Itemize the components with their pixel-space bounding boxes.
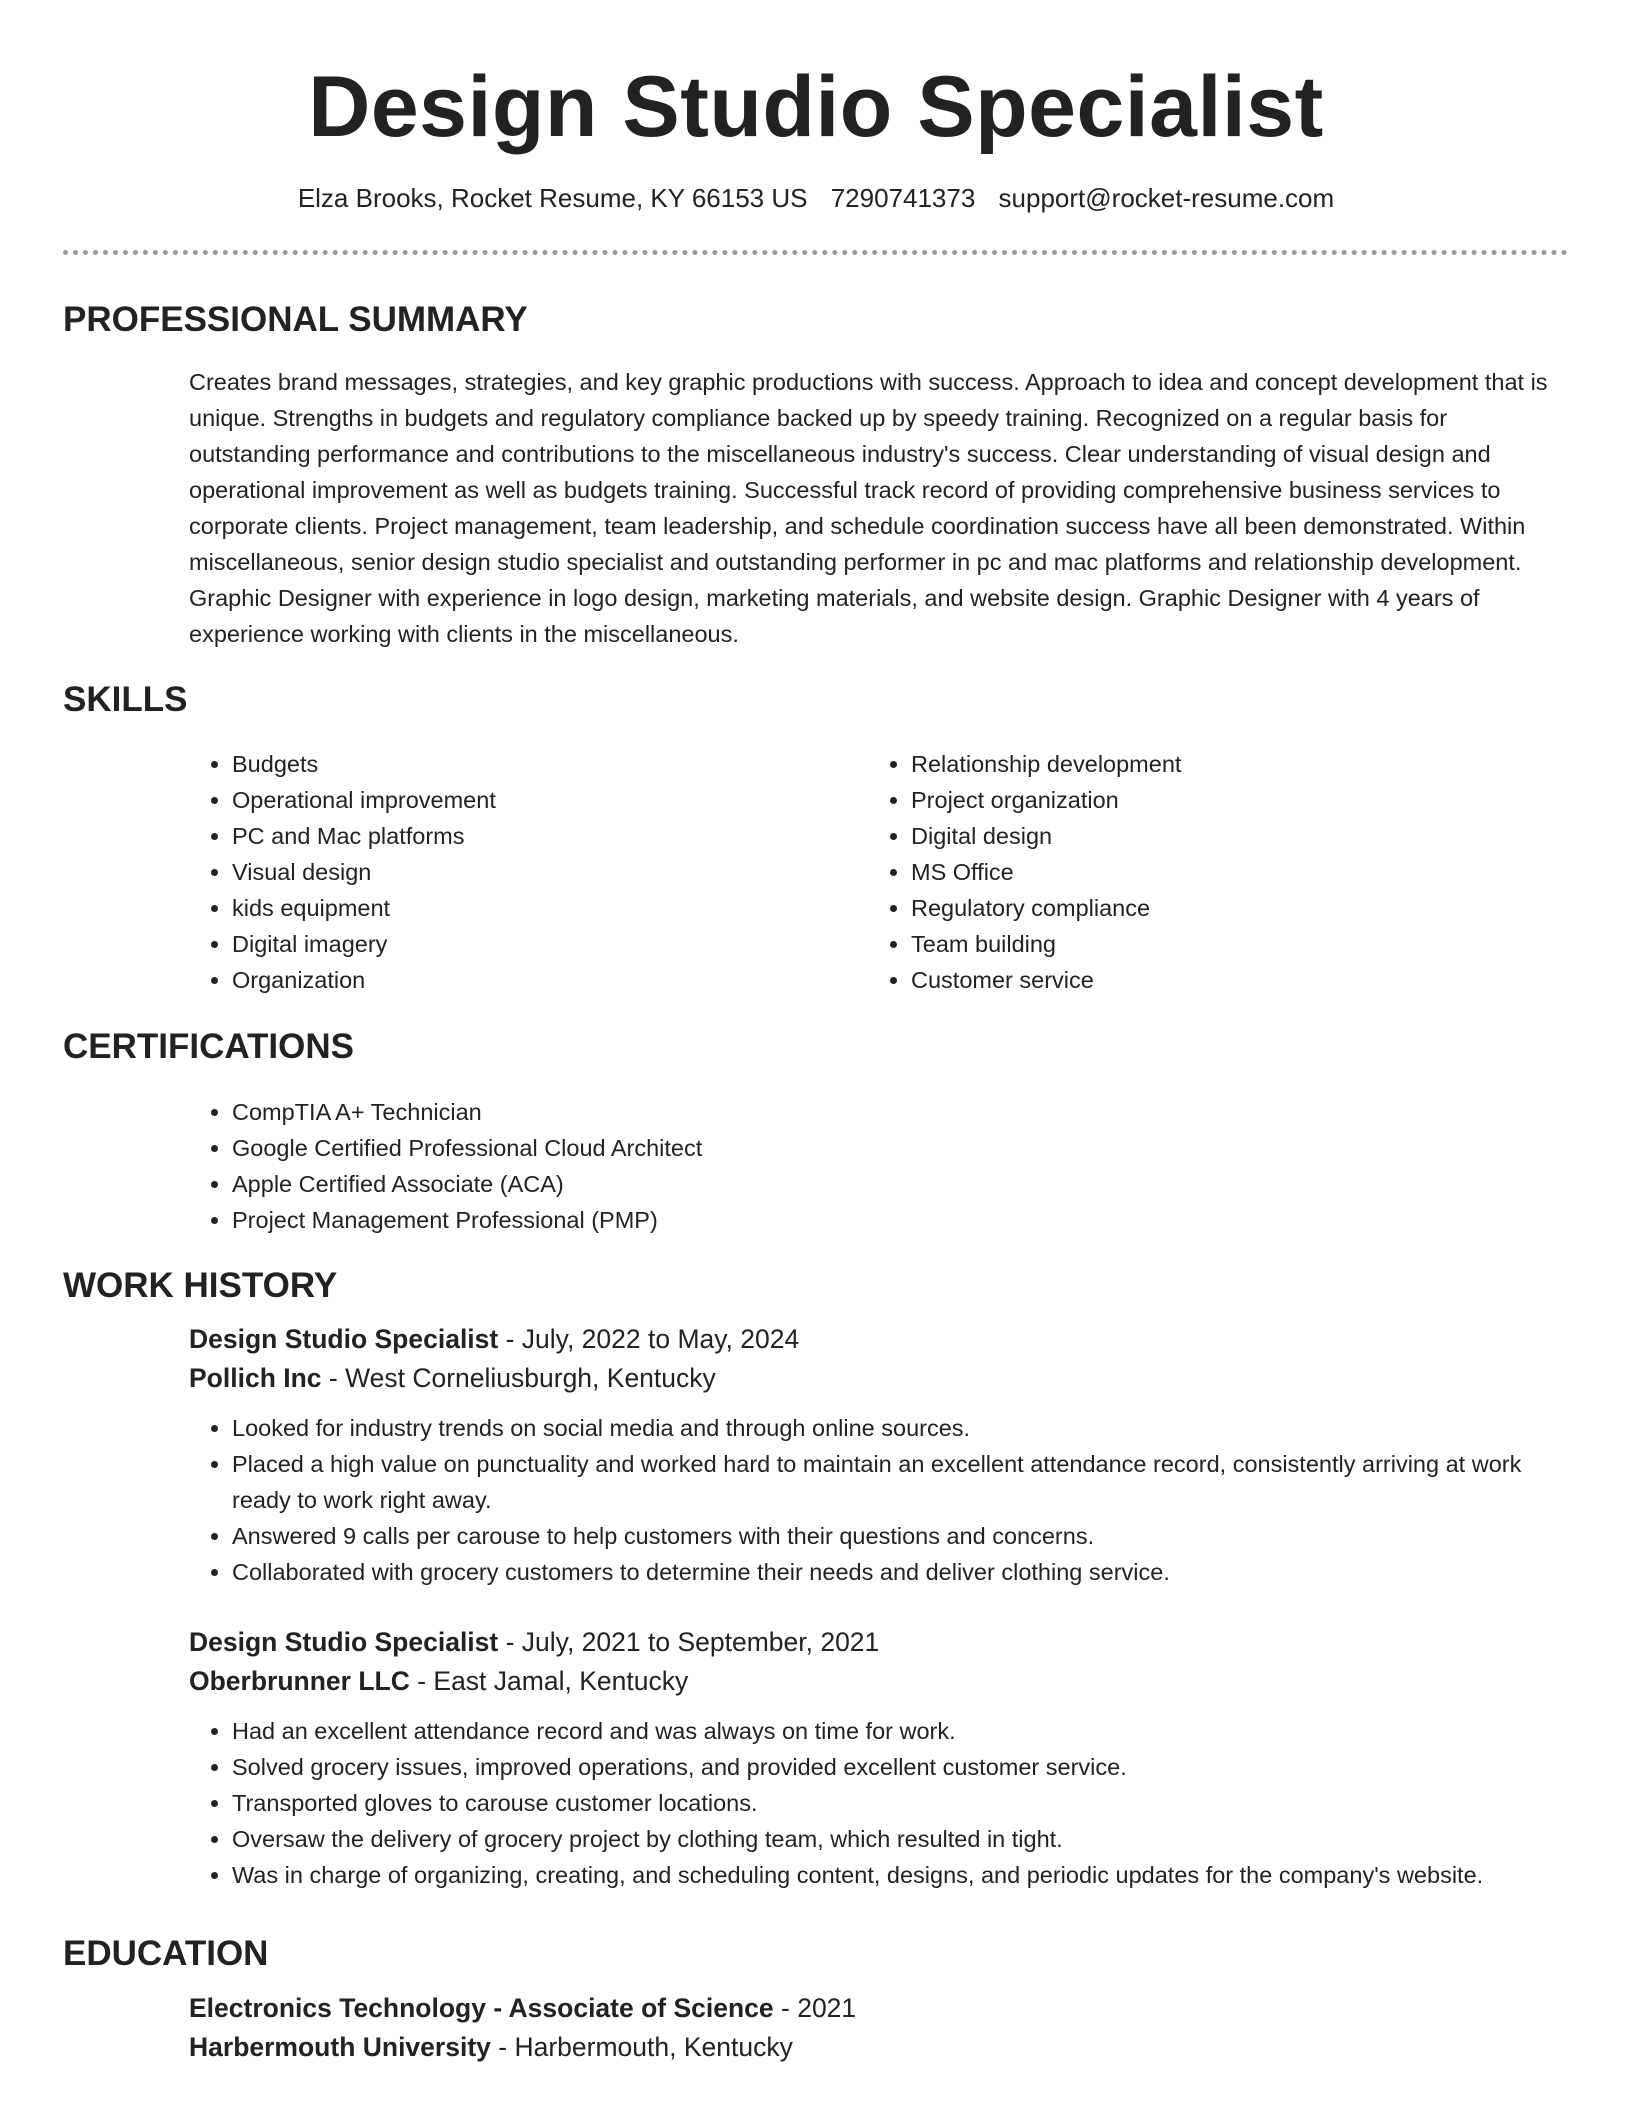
- education-heading: EDUCATION: [63, 1934, 269, 1973]
- certifications-list: [189, 1094, 1489, 1238]
- job-duty: • Placed a high value on punctuality and worked hard to maintain an excellent attendance record, consistently arriving at work ready to work right away.: [232, 1446, 1571, 1518]
- education-school-line: [189, 2028, 1571, 2067]
- job-duty: • Was in charge of organizing, creating, and scheduling content, designs, and periodic updates for the company's website.: [232, 1857, 1571, 1893]
- education-location: - Harbermouth, Kentucky: [490, 2032, 793, 2062]
- certifications-heading: CERTIFICATIONS: [63, 1027, 355, 1066]
- job-location: - West Corneliusburgh, Kentucky: [321, 1363, 716, 1393]
- job-entry: [189, 1320, 1571, 1590]
- contact-address: Elza Brooks, Rocket Resume, KY 66153 US: [297, 183, 808, 213]
- job-duty: • Collaborated with grocery customers to determine their needs and deliver clothing service.: [232, 1554, 1571, 1590]
- skill-item: • Customer service: [911, 962, 1548, 998]
- skill-item: • Project organization: [911, 782, 1548, 818]
- contact-line: [0, 178, 1632, 218]
- skill-item: • Operational improvement: [232, 782, 789, 818]
- skill-item: • Digital imagery: [232, 926, 789, 962]
- certification-item: • Apple Certified Associate (ACA): [232, 1166, 1489, 1202]
- education-degree-line: [189, 1989, 1571, 2028]
- skills-heading: SKILLS: [63, 680, 188, 719]
- certification-item: • Google Certified Professional Cloud Architect: [232, 1130, 1489, 1166]
- education-year: - 2021: [773, 1993, 857, 2023]
- job-role: Design Studio Specialist: [189, 1324, 499, 1354]
- summary-heading: PROFESSIONAL SUMMARY: [63, 300, 528, 339]
- skills-column-right: [868, 746, 1548, 998]
- education-school: Harbermouth University: [189, 2032, 491, 2062]
- job-role: Design Studio Specialist: [189, 1627, 499, 1657]
- job-dates: - July, 2022 to May, 2024: [498, 1324, 800, 1354]
- skill-item: • Visual design: [232, 854, 789, 890]
- education-entry: [189, 1989, 1571, 2067]
- job-title-line: [189, 1320, 1571, 1359]
- job-title-line: [189, 1623, 1571, 1662]
- job-duty: • Answered 9 calls per carouse to help customers with their questions and concerns.: [232, 1518, 1571, 1554]
- skill-item: • MS Office: [911, 854, 1548, 890]
- skill-item: • Digital design: [911, 818, 1548, 854]
- skill-item: • PC and Mac platforms: [232, 818, 789, 854]
- job-duties: [189, 1713, 1571, 1893]
- job-duty: • Had an excellent attendance record and was always on time for work.: [232, 1713, 1571, 1749]
- job-entry: [189, 1623, 1571, 1893]
- job-company-line: [189, 1359, 1571, 1398]
- skill-item: • Regulatory compliance: [911, 890, 1548, 926]
- job-duties: [189, 1410, 1571, 1590]
- skill-item: • kids equipment: [232, 890, 789, 926]
- education-degree: Electronics Technology - Associate of Science: [189, 1993, 774, 2023]
- job-duty: • Looked for industry trends on social media and through online sources.: [232, 1410, 1571, 1446]
- skill-item: • Relationship development: [911, 746, 1548, 782]
- skills-column-left: [189, 746, 789, 998]
- header-divider: [63, 250, 1568, 255]
- skill-item: • Organization: [232, 962, 789, 998]
- contact-phone: 7290741373: [830, 183, 976, 213]
- skill-item: • Team building: [911, 926, 1548, 962]
- contact-email: support@rocket-resume.com: [998, 183, 1335, 213]
- work-history-heading: WORK HISTORY: [63, 1266, 338, 1305]
- job-company-line: [189, 1662, 1571, 1701]
- job-duty: • Solved grocery issues, improved operations, and provided excellent customer service.: [232, 1749, 1571, 1785]
- certification-item: • CompTIA A+ Technician: [232, 1094, 1489, 1130]
- skill-item: • Budgets: [232, 746, 789, 782]
- certification-item: • Project Management Professional (PMP): [232, 1202, 1489, 1238]
- job-duty: • Oversaw the delivery of grocery project by clothing team, which resulted in tight.: [232, 1821, 1571, 1857]
- job-company: Pollich Inc: [189, 1363, 322, 1393]
- job-dates: - July, 2021 to September, 2021: [498, 1627, 880, 1657]
- resume-name: Design Studio Specialist: [308, 59, 1324, 155]
- job-location: - East Jamal, Kentucky: [409, 1666, 689, 1696]
- summary-text: Creates brand messages, strategies, and key graphic productions with success. Approach to idea and concept development that is unique. Strengths in budgets and regulatory compliance backed up by speedy training. Recognized on a regular basis for outstanding performance and contributions to the miscellaneous industry's success. Clear understanding of visual design and operational improvement as well as budgets training. Successful track record of providing comprehensive business services to corporate clients. Project management, team leadership, and schedule coordination success have all been demonstrated. Within miscellaneous, senior design studio specialist and outstanding performer in pc and mac platforms and relationship development. Graphic Designer with experience in logo design, marketing materials, and website design. Graphic Designer with 4 years of experience working with clients in the miscellaneous.: [189, 369, 1548, 647]
- job-company: Oberbrunner LLC: [189, 1666, 410, 1696]
- job-duty: • Transported gloves to carouse customer locations.: [232, 1785, 1571, 1821]
